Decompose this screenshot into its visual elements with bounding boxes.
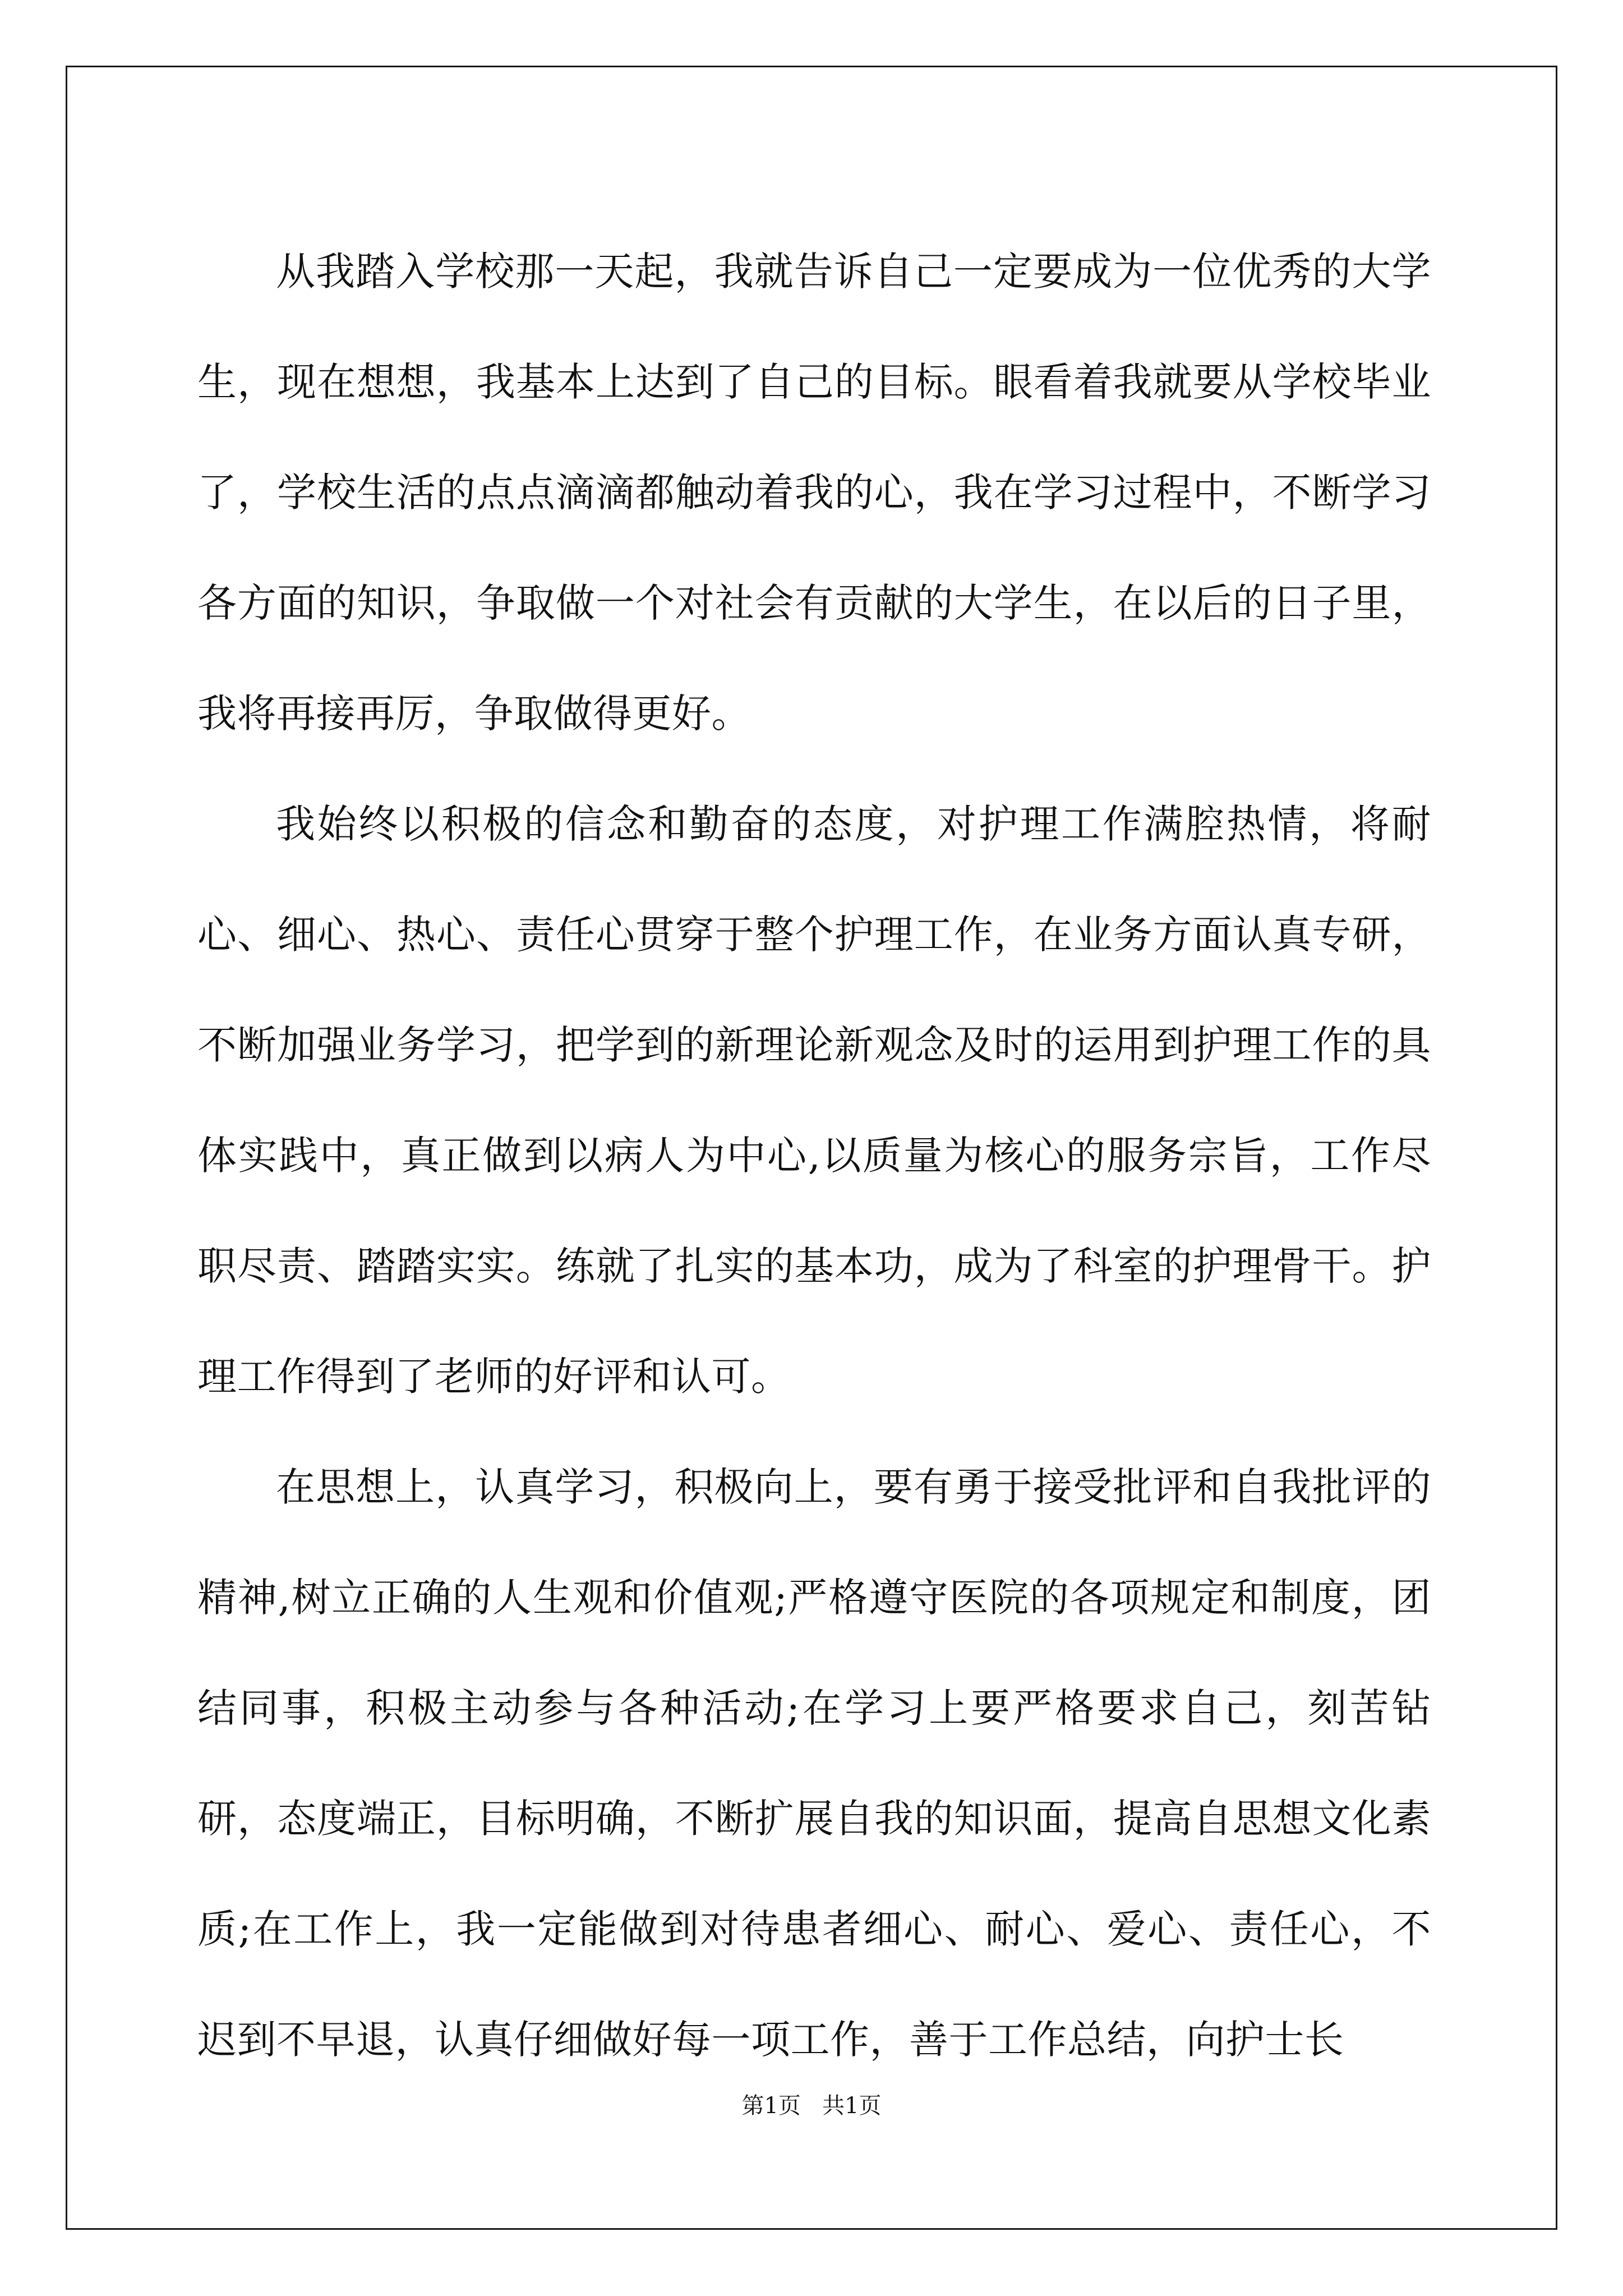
page-number-footer: 第1页 共1页 bbox=[741, 2093, 882, 2119]
paragraph-2: 我始终以积极的信念和勤奋的态度，对护理工作满腔热情，将耐心、细心、热心、责任心贯穿于整个护理工作，在业务方面认真专研，不断加强业务学习，把学到的新理论新观念及时的运用到护理工作的具体实践中，真正做到以病人为中心,以质量为核心的服务宗旨，工作尽职尽责、踏踏实实。练就了扎实的基本功，成为了科室的护理骨干。护理工作得到了老师的好评和认可。 bbox=[197, 801, 1431, 1400]
paragraph-1: 从我踏入学校那一天起，我就告诉自己一定要成为一位优秀的大学生，现在想想，我基本上达到了自己的目标。眼看着我就要从学校毕业了，学校生活的点点滴滴都触动着我的心，我在学习过程中，不断学习各方面的知识，争取做一个对社会有贡献的大学生，在以后的日子里，我将再接再厉，争取做得更好。 bbox=[197, 249, 1431, 737]
document-body bbox=[197, 217, 1431, 2095]
paragraph-3: 在思想上，认真学习，积极向上，要有勇于接受批评和自我批评的精神,树立正确的人生观和价值观;严格遵守医院的各项规定和制度，团结同事，积极主动参与各种活动;在学习上要严格要求自己，刻苦钻研，态度端正，目标明确，不断扩展自我的知识面，提高自思想文化素质;在工作上，我一定能做到对待患者细心、耐心、爱心、责任心，不迟到不早退，认真仔细做好每一项工作，善于工作总结，向护士长 bbox=[197, 1464, 1431, 2063]
